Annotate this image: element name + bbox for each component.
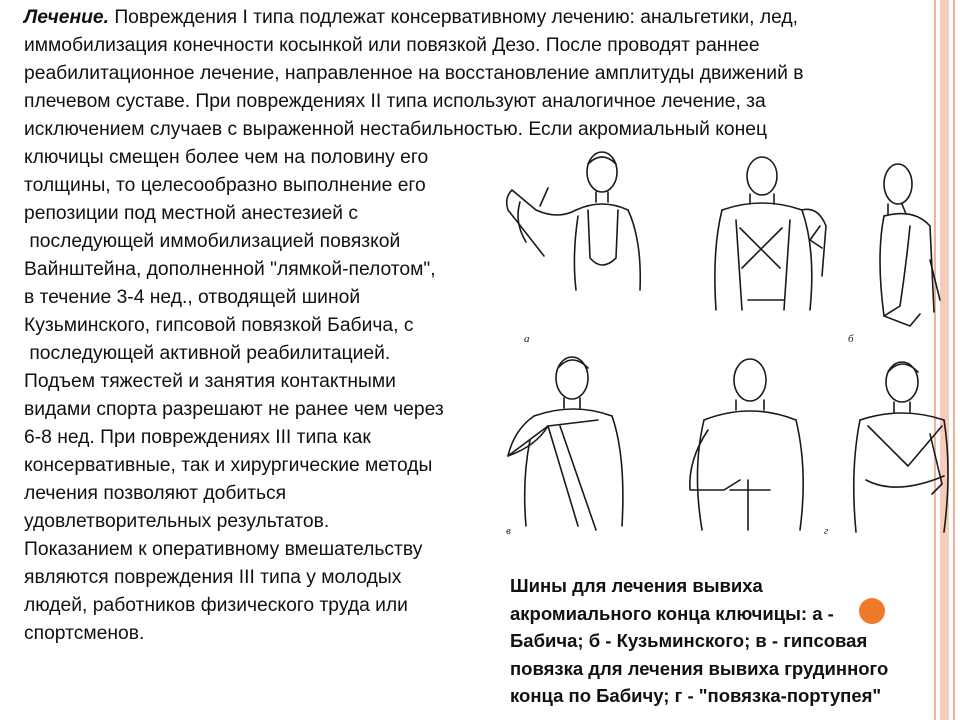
caption-line: Шины для лечения вывиха [510, 575, 763, 596]
panel-label-v: в [506, 525, 511, 537]
caption-line: акромиального конца ключицы: а - [510, 602, 834, 624]
splint-illustration [490, 150, 952, 548]
body-line: Вайнштейна, дополненной "лямкой-пелотом", [24, 259, 436, 280]
body-line: являются повреждения III типа у молодых [24, 567, 402, 588]
caption-line: Бабича; б - Кузьминского; в - гипсовая [510, 630, 868, 651]
body-line: реабилитационное лечение, направленное на восстановление амплитуды движений в [24, 63, 804, 84]
panel-a-figure [507, 152, 641, 290]
body-text-left-column [24, 144, 444, 648]
body-line: последующей иммобилизацией повязкой [24, 231, 401, 252]
body-line: ключицы смещен более чем на половину его [24, 147, 429, 168]
panel-v-figure [508, 357, 623, 530]
body-line: Повреждения I типа подлежат консервативному лечению: анальгетики, лед, [108, 7, 799, 28]
body-line: иммобилизация конечности косынкой или повязкой Дезо. После проводят раннее [24, 35, 760, 56]
body-line: последующей активной реабилитацией. [24, 343, 391, 364]
body-line: в течение 3-4 нед., отводящей шиной [24, 287, 361, 308]
panel-label-b: б [848, 333, 854, 345]
body-text-top [24, 4, 803, 144]
body-line: репозиции под местной анестезией с [24, 203, 358, 224]
stripe-line-inner [953, 0, 955, 720]
panel-b-figure [715, 157, 826, 310]
body-line: спортсменов. [24, 623, 145, 644]
body-line: Кузьминского, гипсовой повязкой Бабича, с [24, 315, 414, 336]
body-line: 6-8 нед. При повреждениях III типа как [24, 427, 371, 448]
panel-b-side-figure [880, 164, 940, 326]
caption-line: повязка для лечения вывиха грудинного [510, 657, 889, 679]
body-line: плечевом суставе. При повреждениях II типа используют аналогичное лечение, за [24, 91, 766, 112]
caption-line: конца по Бабичу; г - "повязка-портупея" [510, 685, 882, 706]
body-line: Показанием к оперативному вмешательству [24, 539, 423, 560]
panel-g-figure [854, 362, 948, 532]
panel-label-g: г [824, 525, 829, 537]
heading-lechenie: Лечение. [24, 7, 109, 28]
panel-label-a: а [524, 333, 530, 345]
body-line: консервативные, так и хирургические методы [24, 455, 433, 476]
body-line: исключением случаев с выраженной нестабильностью. Если акромиальный конец [24, 119, 768, 140]
body-line: лечения позволяют добиться [24, 483, 287, 504]
body-line: Подъем тяжестей и занятия контактными [24, 371, 396, 392]
body-line: людей, работников физического труда или [24, 595, 408, 616]
body-line: толщины, то целесообразно выполнение его [24, 175, 426, 196]
body-line: видами спорта разрешают не ранее чем через [24, 399, 444, 420]
figure-caption [510, 572, 888, 710]
panel-v-back-figure [690, 359, 803, 530]
body-line: удовлетворительных результатов. [24, 511, 330, 532]
